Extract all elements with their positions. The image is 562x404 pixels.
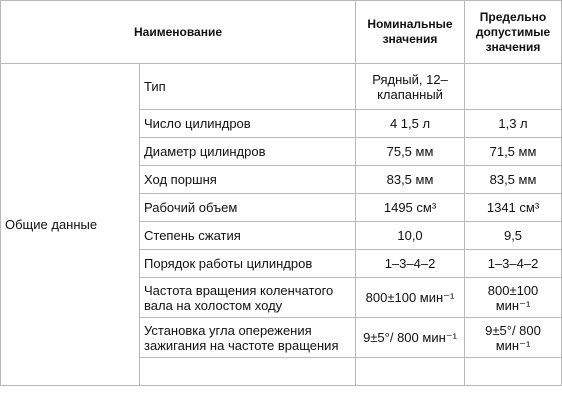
param-cell: Рабочий объем <box>140 194 356 222</box>
table-row <box>1 64 562 110</box>
limit-cell: 1–3–4–2 <box>465 250 562 278</box>
limit-cell: 1341 см³ <box>465 194 562 222</box>
nominal-cell: 83,5 мм <box>356 166 465 194</box>
nominal-cell: 1–3–4–2 <box>356 250 465 278</box>
limit-cell <box>465 64 562 110</box>
param-cell: Установка угла опережения зажигания на частоте вращения <box>140 318 356 358</box>
param-cell: Порядок работы цилиндров <box>140 250 356 278</box>
limit-cell: 9±5°/ 800 мин⁻¹ <box>465 318 562 358</box>
param-cell: Диаметр цилиндров <box>140 138 356 166</box>
param-cell: Тип <box>140 64 356 110</box>
header-row <box>1 1 562 64</box>
limit-cell: 800±100 мин⁻¹ <box>465 278 562 318</box>
limit-cell: 9,5 <box>465 222 562 250</box>
nominal-cell: 75,5 мм <box>356 138 465 166</box>
param-cell: Степень сжатия <box>140 222 356 250</box>
nominal-cell: 4 1,5 л <box>356 110 465 138</box>
param-cell: Ход поршня <box>140 166 356 194</box>
limit-cell <box>465 358 562 386</box>
header-limit: Предельно допустимые значения <box>465 1 562 64</box>
header-name: Наименование <box>1 1 356 64</box>
nominal-cell: 1495 см³ <box>356 194 465 222</box>
nominal-cell <box>356 358 465 386</box>
param-cell: Число цилиндров <box>140 110 356 138</box>
limit-cell: 71,5 мм <box>465 138 562 166</box>
nominal-cell: Рядный, 12–клапанный <box>356 64 465 110</box>
nominal-cell: 9±5°/ 800 мин⁻¹ <box>356 318 465 358</box>
section-label: Общие данные <box>1 64 140 386</box>
limit-cell: 1,3 л <box>465 110 562 138</box>
param-cell: Частота вращения коленчатого вала на холостом ходу <box>140 278 356 318</box>
limit-cell: 83,5 мм <box>465 166 562 194</box>
header-nominal: Номинальные значения <box>356 1 465 64</box>
param-cell <box>140 358 356 386</box>
nominal-cell: 800±100 мин⁻¹ <box>356 278 465 318</box>
nominal-cell: 10,0 <box>356 222 465 250</box>
